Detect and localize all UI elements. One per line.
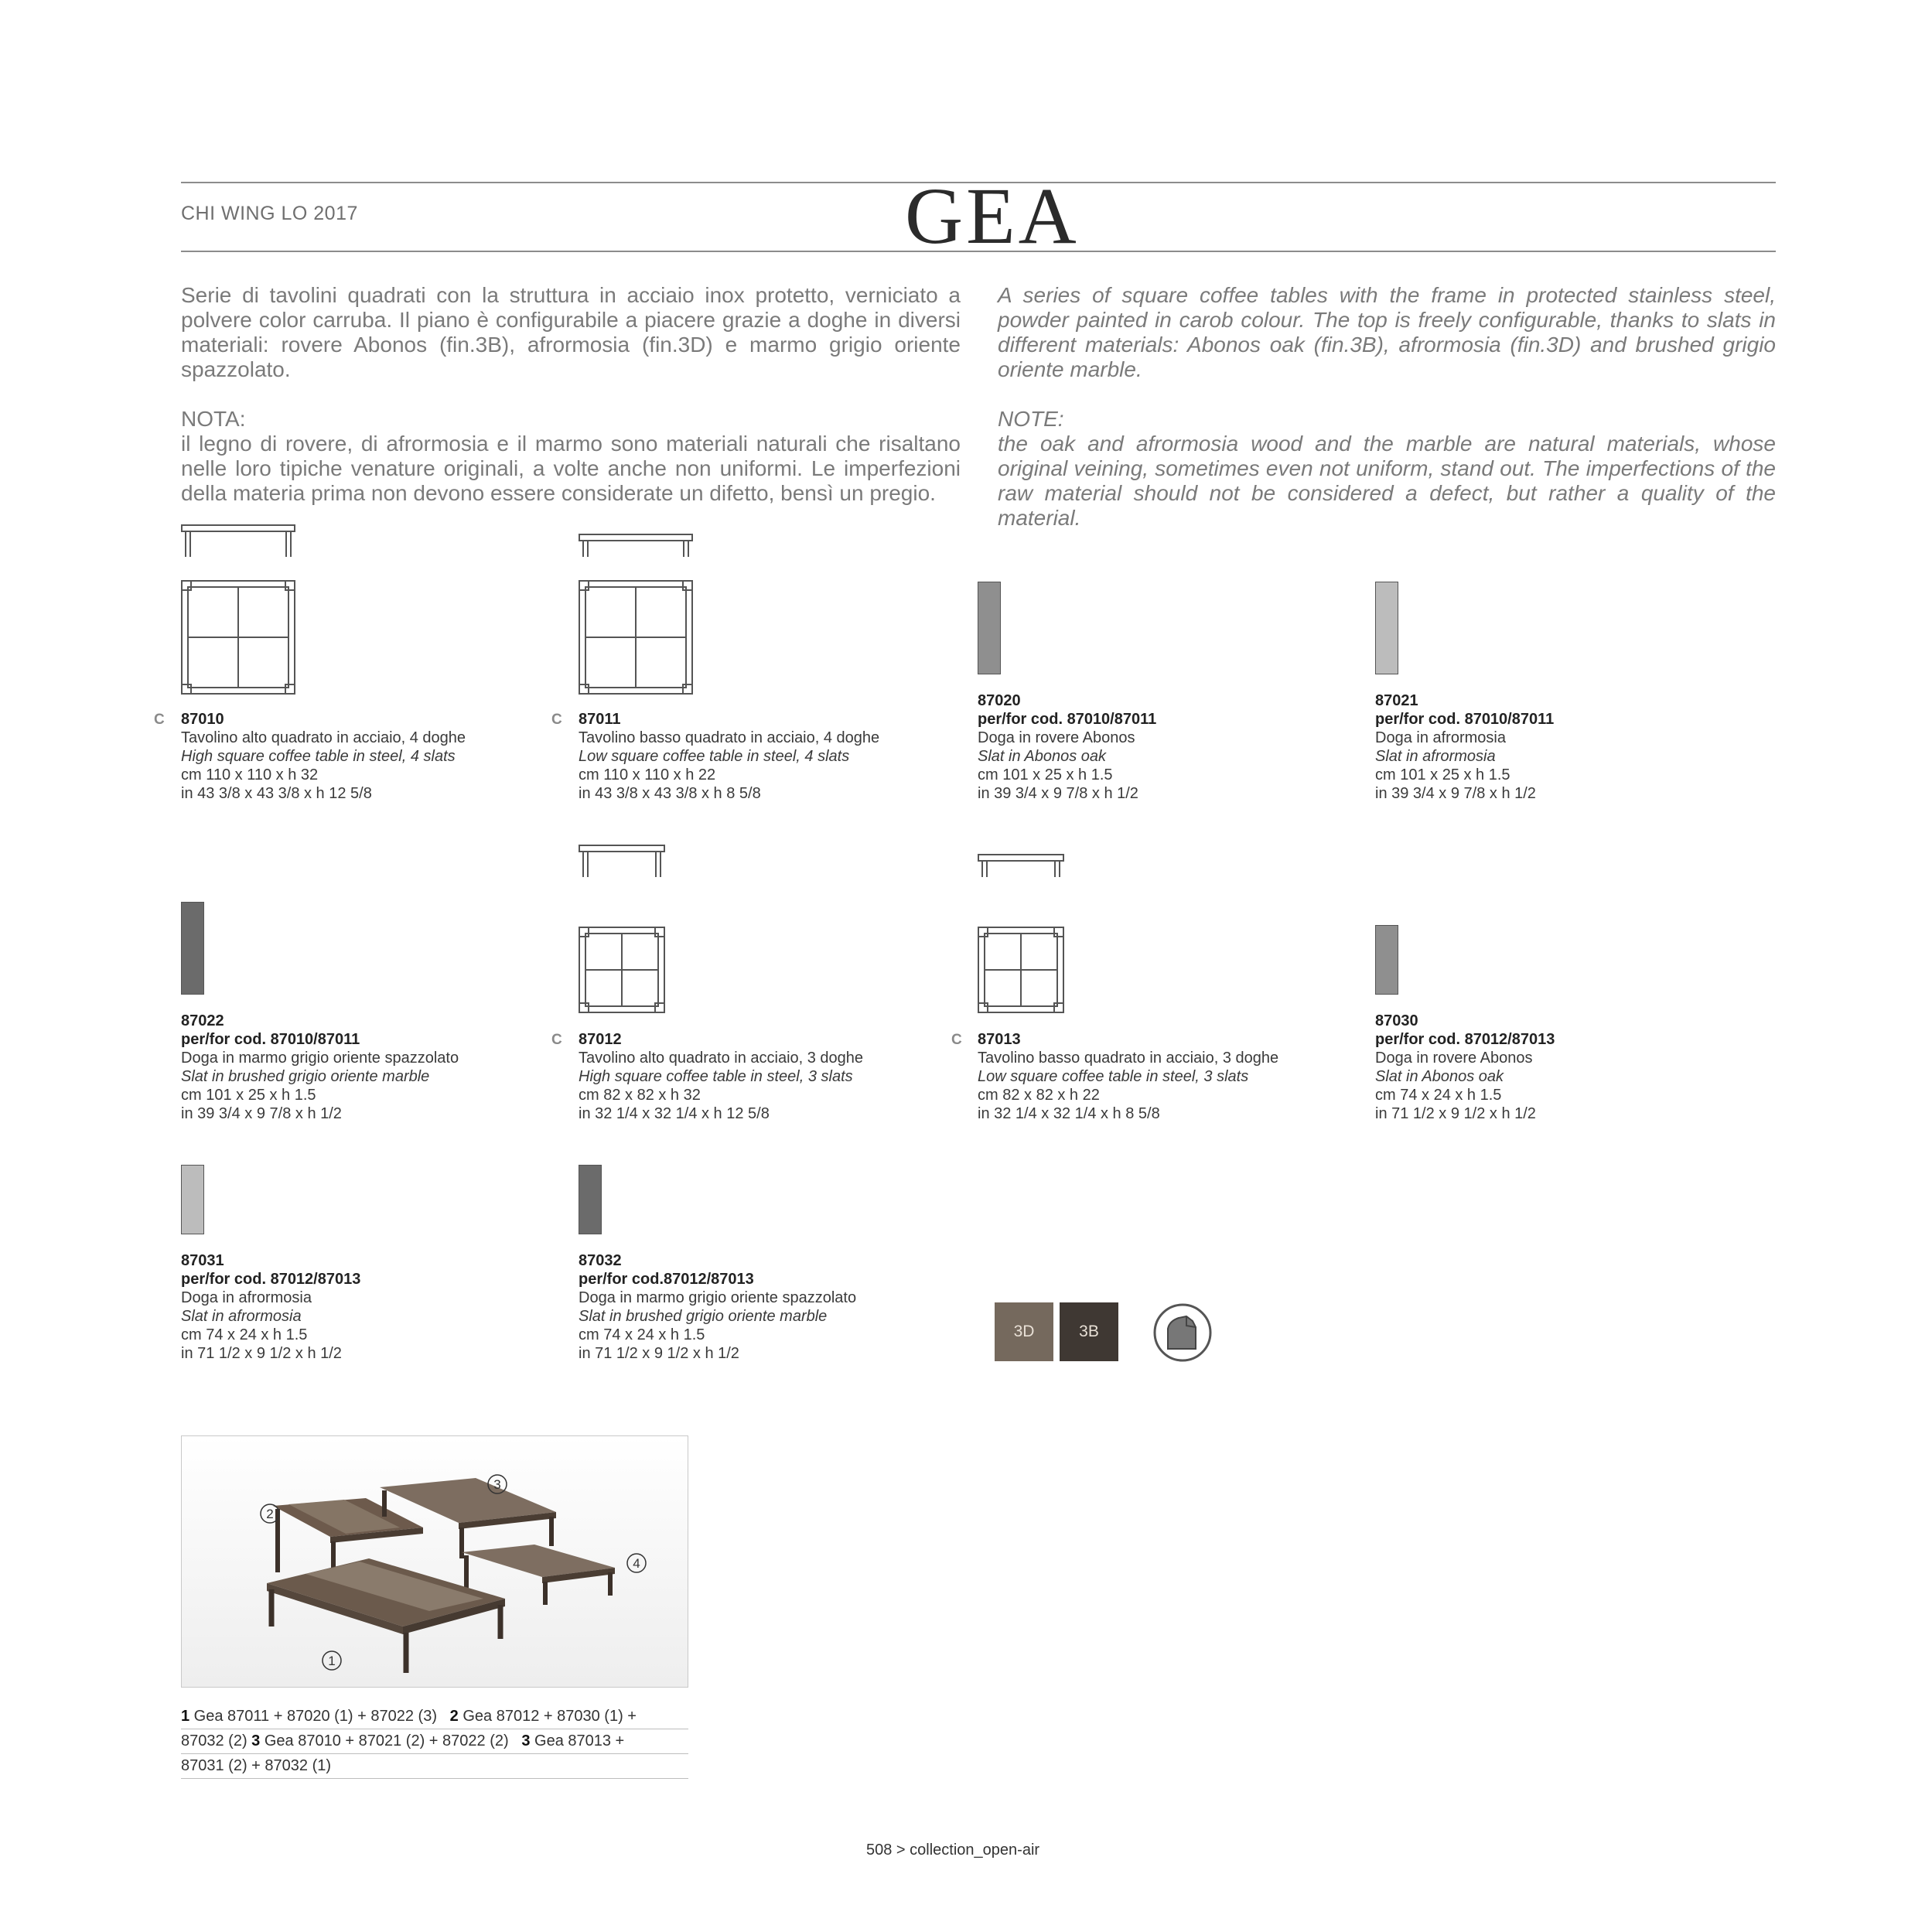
legend-text: Gea 87011 + 87020 (1) + 87022 (3) <box>189 1708 450 1725</box>
product-dim-cm: cm 74 x 24 x h 1.5 <box>181 1326 308 1343</box>
legend-number: 1 <box>181 1708 190 1725</box>
legend-text: Gea 87012 + 87030 (1) + <box>458 1708 637 1725</box>
callout-number: 4 <box>633 1556 640 1571</box>
table-87012-top-drawing <box>579 927 665 1013</box>
table-87011-side-drawing <box>579 534 693 558</box>
product-dim-cm: cm 74 x 24 x h 1.5 <box>579 1326 705 1343</box>
product-87011 <box>579 710 879 803</box>
product-dim-cm: cm 82 x 82 x h 22 <box>978 1087 1100 1104</box>
product-compat: per/for cod. 87010/87011 <box>1375 711 1555 728</box>
intro-italian <box>181 283 961 506</box>
catalog-mark: C <box>154 712 165 728</box>
product-dim-in: in 32 1/4 x 32 1/4 x h 12 5/8 <box>579 1105 770 1122</box>
product-desc-en: Slat in Abonos oak <box>978 748 1107 765</box>
product-code: 87011 <box>579 711 621 728</box>
table-87010-side-drawing <box>181 524 295 558</box>
product-desc-it: Doga in rovere Abonos <box>1375 1050 1533 1067</box>
product-code: 87031 <box>181 1252 224 1269</box>
table-87010-top-drawing <box>181 580 295 695</box>
intro-en-note: the oak and afrormosia wood and the marble are natural materials, whose original veining, sometimes even not uniform, stand out. The imperfections of the raw material should not be considered a defect, but rather a quality of the material. <box>998 432 1776 530</box>
slat-87032-swatch <box>579 1165 602 1234</box>
product-desc-en: Slat in brushed grigio oriente marble <box>181 1068 430 1085</box>
product-dim-cm: cm 110 x 110 x h 22 <box>579 766 716 783</box>
legend-text: 87031 (2) + 87032 (1) <box>181 1757 332 1774</box>
product-code: 87032 <box>579 1252 622 1269</box>
page-title: GEA <box>905 172 1080 261</box>
product-compat: per/for cod.87012/87013 <box>579 1271 754 1288</box>
product-code: 87022 <box>181 1012 224 1029</box>
table-87013-side-drawing <box>978 854 1064 879</box>
intro-it-note-label: NOTA: <box>181 407 246 431</box>
finish-swatch-3d <box>995 1302 1053 1361</box>
finish-swatch-3b <box>1060 1302 1118 1361</box>
table-87012-side-drawing <box>579 845 665 879</box>
product-dim-in: in 71 1/2 x 9 1/2 x h 1/2 <box>1375 1105 1536 1122</box>
legend-line-3 <box>181 1754 688 1779</box>
product-87021 <box>1375 691 1554 803</box>
product-desc-en: Low square coffee table in steel, 3 slats <box>978 1068 1249 1085</box>
product-compat: per/for cod. 87012/87013 <box>1375 1031 1555 1048</box>
intro-en-text: A series of square coffee tables with the frame in protected stainless steel, powder painted in carob colour. The top is freely configurable, thanks to slats in different materials: Abonos oak (fin.3B), afrormosia (fin.3D) and brushed grigio oriente marble. <box>998 283 1776 381</box>
product-87030 <box>1375 1012 1555 1123</box>
callout-number: 3 <box>493 1477 501 1492</box>
product-desc-en: Low square coffee table in steel, 4 slats <box>579 748 850 765</box>
legend-line-1 <box>181 1705 688 1729</box>
product-code: 87020 <box>978 692 1021 709</box>
intro-english <box>998 283 1776 531</box>
product-desc-it: Tavolino alto quadrato in acciaio, 3 doghe <box>579 1050 864 1067</box>
slat-87031-swatch <box>181 1165 204 1234</box>
product-dim-in: in 32 1/4 x 32 1/4 x h 8 5/8 <box>978 1105 1160 1122</box>
product-dim-in: in 71 1/2 x 9 1/2 x h 1/2 <box>579 1345 739 1362</box>
product-87013 <box>978 1030 1278 1123</box>
product-desc-it: Tavolino basso quadrato in acciaio, 3 doghe <box>978 1050 1279 1067</box>
product-87020 <box>978 691 1156 803</box>
product-87012 <box>579 1030 863 1123</box>
product-87031 <box>181 1251 360 1363</box>
product-desc-en: Slat in Abonos oak <box>1375 1068 1504 1085</box>
composition-photo <box>181 1435 688 1688</box>
page-footer: 508 > collection_open-air <box>866 1842 1040 1859</box>
product-dim-in: in 43 3/8 x 43 3/8 x h 12 5/8 <box>181 785 372 802</box>
product-code: 87013 <box>978 1031 1021 1048</box>
product-desc-en: Slat in afrormosia <box>1375 748 1496 765</box>
table-87013-top-drawing <box>978 927 1064 1013</box>
product-87010 <box>181 710 466 803</box>
product-desc-it: Tavolino alto quadrato in acciaio, 4 doghe <box>181 729 466 746</box>
product-desc-it: Doga in marmo grigio oriente spazzolato <box>579 1289 857 1306</box>
product-dim-in: in 43 3/8 x 43 3/8 x h 8 5/8 <box>579 785 761 802</box>
product-code: 87021 <box>1375 692 1418 709</box>
furniture-cover-icon <box>1152 1302 1213 1363</box>
intro-it-note: il legno di rovere, di afrormosia e il marmo sono materiali naturali che risaltano nelle loro tipiche venature originali, a volte anche non uniformi. Le imperfezioni della materia prima non devono essere considerate un difetto, bensì un pregio. <box>181 432 961 505</box>
product-desc-it: Doga in marmo grigio oriente spazzolato <box>181 1050 459 1067</box>
callout-number: 2 <box>266 1507 274 1521</box>
product-code: 87012 <box>579 1031 622 1048</box>
product-desc-en: High square coffee table in steel, 3 slats <box>579 1068 853 1085</box>
product-dim-cm: cm 101 x 25 x h 1.5 <box>1375 766 1510 783</box>
intro-it-text: Serie di tavolini quadrati con la struttura in acciaio inox protetto, verniciato a polvere color carruba. Il piano è configurabile a piacere grazie a doghe in diversi materiali: rovere Abonos (fin.3B), afrormosia (fin.3D) e marmo grigio oriente spazzolato. <box>181 283 961 381</box>
callout-number: 1 <box>328 1654 336 1668</box>
legend-number: 3 <box>521 1732 531 1749</box>
product-desc-it: Doga in rovere Abonos <box>978 729 1135 746</box>
finish-label: 3B <box>1079 1323 1099 1340</box>
product-dim-in: in 39 3/4 x 9 7/8 x h 1/2 <box>1375 785 1536 802</box>
legend-number: 2 <box>449 1708 459 1725</box>
legend-line-2 <box>181 1729 688 1754</box>
catalog-mark: C <box>951 1032 962 1048</box>
product-desc-en: Slat in brushed grigio oriente marble <box>579 1308 828 1325</box>
slat-87020-swatch <box>978 582 1001 674</box>
designer-label: CHI WING LO 2017 <box>181 203 358 224</box>
product-desc-it: Tavolino basso quadrato in acciaio, 4 doghe <box>579 729 880 746</box>
composition-illustration <box>182 1436 688 1687</box>
finish-label: 3D <box>1013 1323 1035 1340</box>
product-dim-cm: cm 82 x 82 x h 32 <box>579 1087 701 1104</box>
product-dim-cm: cm 101 x 25 x h 1.5 <box>181 1087 316 1104</box>
legend-number: 3 <box>251 1732 261 1749</box>
slat-87022-swatch <box>181 902 204 995</box>
catalog-mark: C <box>551 1032 562 1048</box>
product-dim-cm: cm 110 x 110 x h 32 <box>181 766 319 783</box>
legend-text: Gea 87013 + <box>530 1732 625 1749</box>
product-compat: per/for cod. 87012/87013 <box>181 1271 361 1288</box>
legend-text: Gea 87010 + 87021 (2) + 87022 (2) <box>260 1732 522 1749</box>
slat-87030-swatch <box>1375 925 1398 995</box>
intro-en-note-label: NOTE: <box>998 407 1064 431</box>
product-dim-cm: cm 74 x 24 x h 1.5 <box>1375 1087 1502 1104</box>
catalog-mark: C <box>551 712 562 728</box>
product-compat: per/for cod. 87010/87011 <box>978 711 1157 728</box>
product-dim-in: in 39 3/4 x 9 7/8 x h 1/2 <box>978 785 1138 802</box>
product-compat: per/for cod. 87010/87011 <box>181 1031 360 1048</box>
product-87022 <box>181 1012 459 1123</box>
product-code: 87010 <box>181 711 224 728</box>
product-code: 87030 <box>1375 1012 1418 1029</box>
product-dim-in: in 39 3/4 x 9 7/8 x h 1/2 <box>181 1105 342 1122</box>
product-desc-en: High square coffee table in steel, 4 slats <box>181 748 456 765</box>
product-desc-en: Slat in afrormosia <box>181 1308 302 1325</box>
product-dim-cm: cm 101 x 25 x h 1.5 <box>978 766 1113 783</box>
slat-87021-swatch <box>1375 582 1398 674</box>
product-desc-it: Doga in afrormosia <box>1375 729 1506 746</box>
legend-text: 87032 (2) <box>181 1732 252 1749</box>
table-87011-top-drawing <box>579 580 693 695</box>
product-desc-it: Doga in afrormosia <box>181 1289 312 1306</box>
product-dim-in: in 71 1/2 x 9 1/2 x h 1/2 <box>181 1345 342 1362</box>
product-87032 <box>579 1251 856 1363</box>
